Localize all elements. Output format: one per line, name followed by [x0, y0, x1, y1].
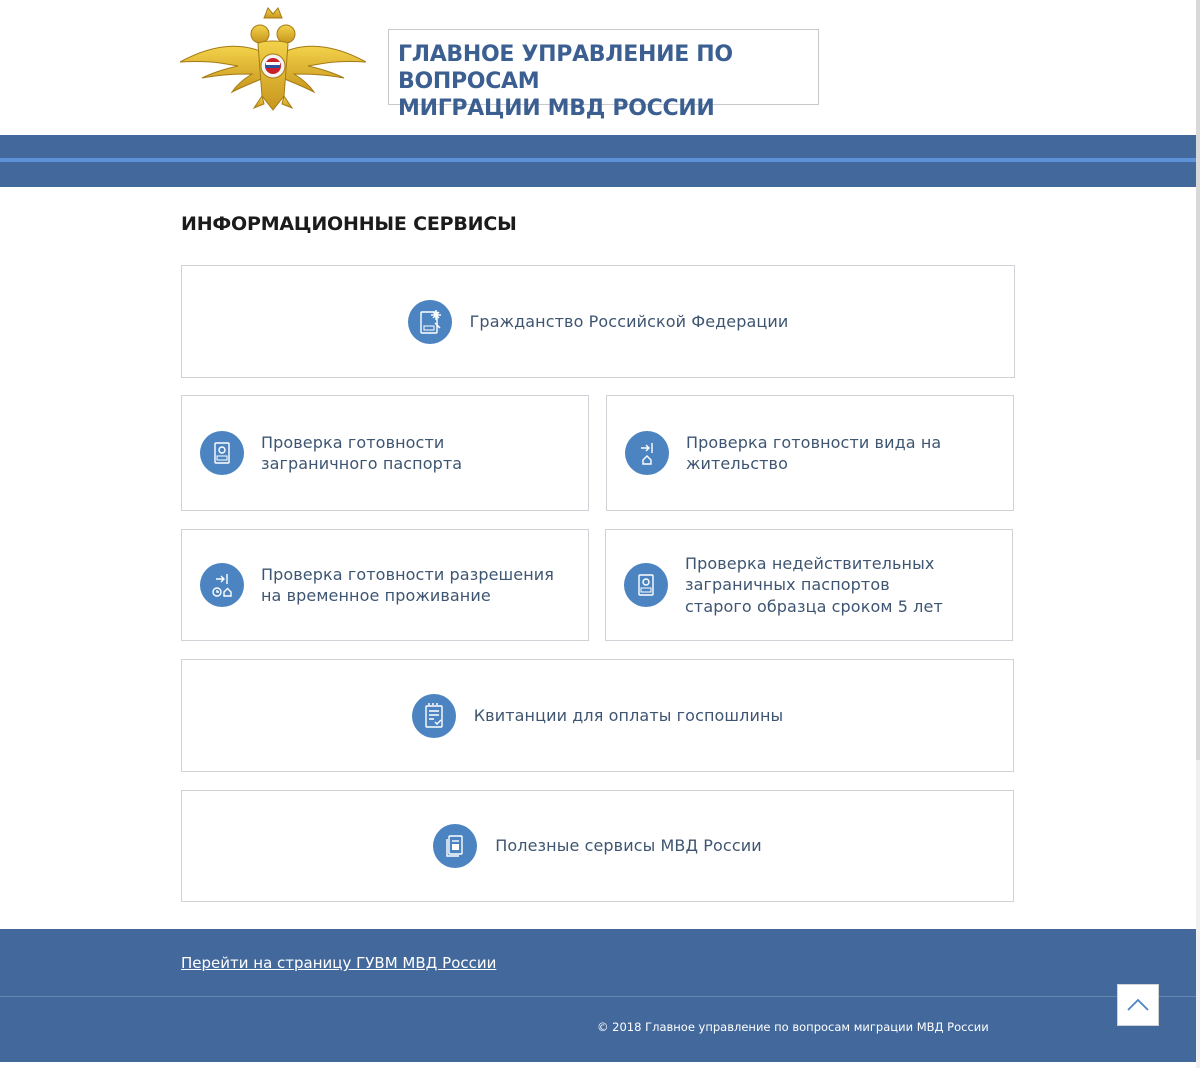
service-label: Полезные сервисы МВД России	[495, 836, 762, 856]
service-card-temporary-residence[interactable]	[181, 529, 589, 641]
copyright-text: © 2018 Главное управление по вопросам миграции МВД России	[597, 1020, 989, 1034]
chevron-up-icon	[1126, 998, 1150, 1012]
service-card-foreign-passport[interactable]	[181, 395, 589, 511]
service-label: Гражданство Российской Федерации	[469, 311, 789, 331]
page-scrollbar[interactable]	[1196, 0, 1200, 1068]
service-label: Квитанции для оплаты госпошлины	[473, 705, 784, 725]
service-card-citizenship[interactable]	[181, 265, 1015, 378]
site-header	[0, 0, 1196, 135]
service-label: Проверка недействительных заграничных паспортов старого образца сроком 5 лет	[685, 553, 943, 616]
scroll-to-top-button[interactable]	[1117, 984, 1159, 1026]
agency-title-line-2: МИГРАЦИИ МВД РОССИИ	[398, 96, 715, 121]
header-band-accent-line	[0, 158, 1196, 162]
documents-icon	[433, 824, 477, 868]
footer-divider	[0, 996, 1196, 997]
header-band	[0, 135, 1196, 187]
passport-icon	[624, 563, 668, 607]
service-label: Проверка готовности вида на жительство	[686, 432, 942, 473]
service-card-state-fee-receipts[interactable]	[181, 659, 1014, 772]
service-label: Проверка готовности заграничного паспорта	[261, 432, 463, 473]
service-card-useful-services[interactable]	[181, 790, 1014, 902]
receipt-checklist-icon	[412, 694, 456, 738]
double-headed-eagle-emblem-icon[interactable]	[180, 4, 366, 114]
section-title: ИНФОРМАЦИОННЫЕ СЕРВИСЫ	[181, 213, 517, 235]
agency-title-line-1: ГЛАВНОЕ УПРАВЛЕНИЕ ПО ВОПРОСАМ	[398, 42, 733, 94]
scrollbar-thumb[interactable]	[1196, 0, 1200, 760]
enter-clock-home-icon	[200, 563, 244, 607]
service-card-residence-permit[interactable]	[606, 395, 1014, 511]
agency-title-box[interactable]	[388, 29, 819, 121]
service-label: Проверка готовности разрешения на временное проживание	[261, 564, 554, 605]
guvm-page-link[interactable]: Перейти на страницу ГУВМ МВД России	[181, 954, 497, 972]
passport-document-icon	[408, 300, 452, 344]
enter-home-icon	[625, 431, 669, 475]
passport-icon	[200, 431, 244, 475]
site-footer	[0, 929, 1196, 1062]
service-card-invalid-passports[interactable]	[605, 529, 1013, 641]
